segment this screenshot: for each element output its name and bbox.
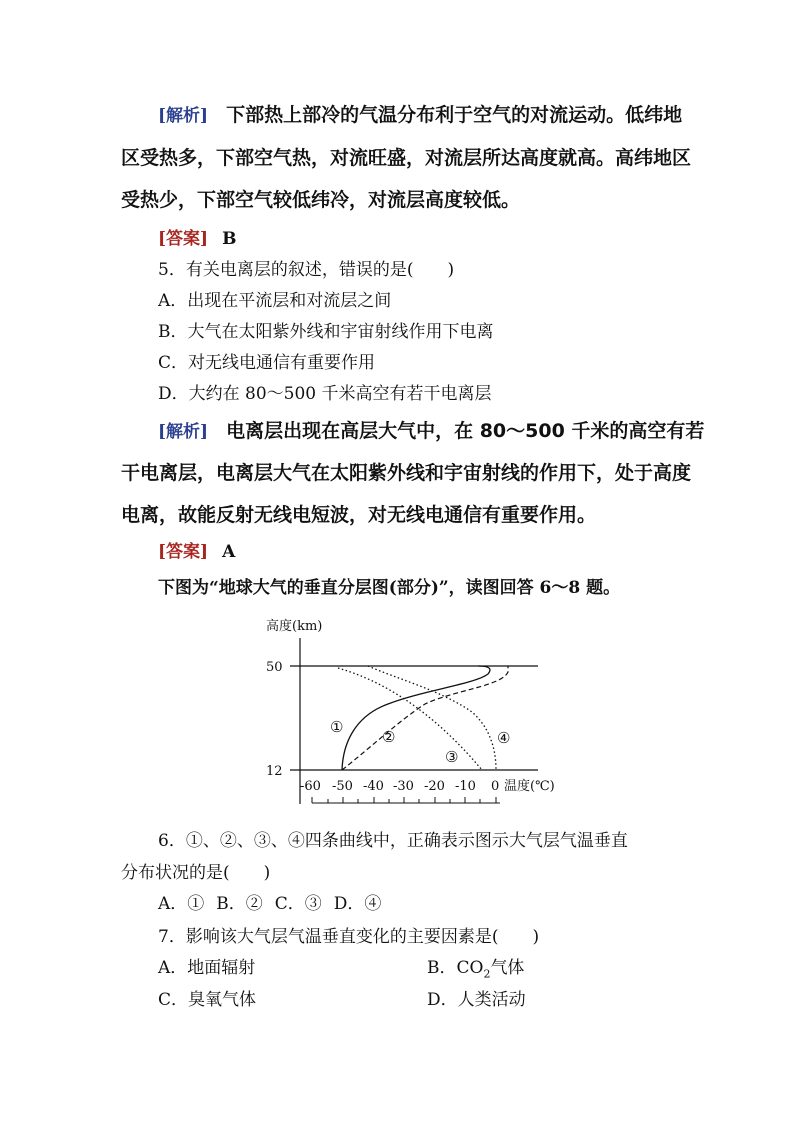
curve-2	[342, 666, 511, 770]
q7-option-a: A．地面辐射	[158, 958, 256, 978]
x-tick-label: -10	[455, 779, 476, 794]
curve-label-3: ③	[445, 748, 459, 766]
x-tick-label: -40	[363, 779, 384, 794]
q4-analysis-line-3: 受热少，下部空气较低纬冷，对流层高度较低。	[121, 189, 521, 211]
x-tick-label: -30	[393, 779, 414, 794]
x-tick-label: -60	[300, 779, 321, 794]
analysis-text: 电离层出现在高层大气中，在 80～500 千米的高空有若	[226, 420, 705, 442]
x-tick-label: 0	[491, 779, 500, 794]
q7-stem: 7．影响该大气层气温垂直变化的主要因素是( )	[158, 927, 540, 947]
x-tick-label: -50	[332, 779, 353, 794]
curve-4	[368, 666, 496, 770]
q5-analysis-line-2: 干电离层，电离层大气在太阳紫外线和宇宙射线的作用下，处于高度	[121, 462, 692, 484]
q5-stem: 5．有关电离层的叙述，错误的是( )	[158, 260, 455, 280]
q6-option-a: A．①	[158, 894, 205, 914]
q4-analysis-line-1	[158, 100, 682, 127]
x-axis-ticks	[312, 797, 496, 803]
q6-stem-line-1: 6．①、②、③、④四条曲线中，正确表示图示大气层气温垂直	[158, 831, 628, 851]
answer-tag: [答案]	[158, 229, 209, 249]
analysis-text: 下部热上部冷的气温分布利于空气的对流运动。低纬地	[226, 104, 683, 126]
q6-option-b: B．②	[216, 894, 263, 914]
y-tick-12: 12	[266, 764, 283, 779]
y-tick-50: 50	[266, 660, 283, 675]
curve-3	[338, 668, 482, 770]
curve-label-4: ④	[497, 729, 511, 747]
analysis-tag: [解析]	[158, 422, 209, 442]
q7-option-b-text: B．CO	[427, 958, 484, 978]
q5-option-d: D．大约在 80～500 千米高空有若干电离层	[158, 384, 492, 404]
curve-1	[342, 666, 490, 770]
q7-option-d: D．人类活动	[427, 990, 526, 1010]
q5-option-a: A．出现在平流层和对流层之间	[158, 291, 392, 311]
x-tick-label: -20	[424, 779, 445, 794]
answer-value: B	[222, 229, 237, 249]
atmosphere-layer-diagram	[250, 608, 590, 818]
figure-intro: 下图为“地球大气的垂直分层图(部分)”，读图回答 6～8 题。	[158, 578, 621, 598]
answer-tag: [答案]	[158, 542, 209, 562]
q5-analysis-line-3: 电离，故能反射无线电短波，对无线电通信有重要作用。	[121, 504, 597, 526]
q4-analysis-line-2: 区受热多，下部空气热，对流旺盛，对流层所达高度就高。高纬地区	[121, 147, 692, 169]
analysis-tag: [解析]	[158, 106, 209, 126]
q7-option-b-subscript: 2	[483, 967, 491, 981]
q6-options	[158, 889, 381, 914]
q5-option-b: B．大气在太阳紫外线和宇宙射线作用下电离	[158, 322, 494, 342]
q7-option-c: C．臭氧气体	[158, 990, 257, 1010]
q7-option-b-suffix: 气体	[490, 958, 525, 978]
q5-answer	[158, 537, 235, 562]
x-axis-label: 温度(℃)	[504, 779, 555, 794]
curve-label-2: ②	[382, 728, 396, 746]
q6-option-d: D．④	[333, 894, 382, 914]
q6-option-c: C．③	[274, 894, 322, 914]
q5-option-c: C．对无线电通信有重要作用	[158, 353, 376, 373]
q5-analysis-line-1	[158, 416, 704, 443]
y-axis-label: 高度(km)	[266, 619, 323, 634]
q4-answer	[158, 224, 236, 249]
q7-option-b	[427, 953, 524, 980]
curve-label-1: ①	[330, 718, 344, 736]
q6-stem-line-2: 分布状况的是( )	[121, 863, 271, 883]
answer-value: A	[222, 542, 236, 562]
